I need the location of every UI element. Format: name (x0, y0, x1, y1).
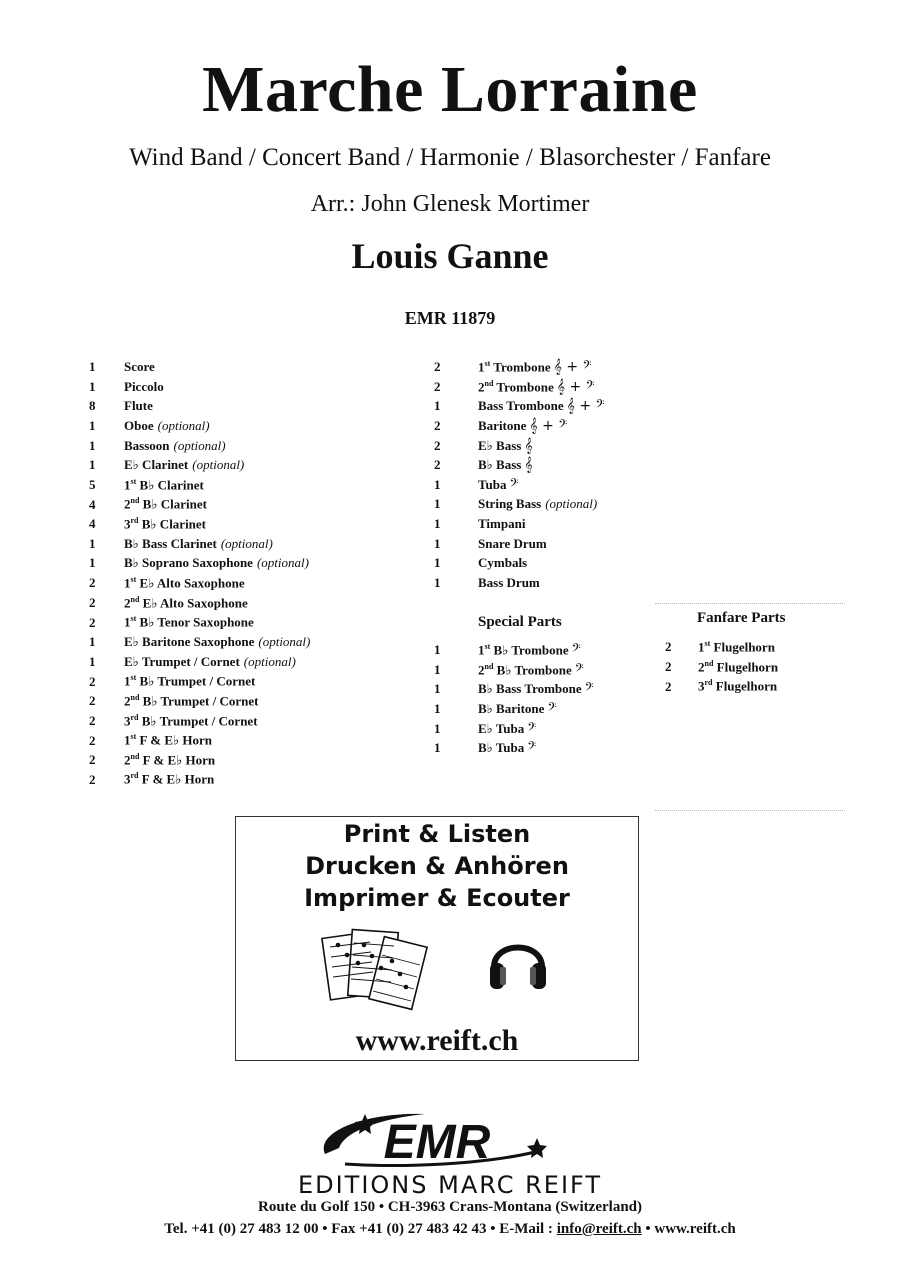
part-name: 2nd B♭ Trumpet / Cornet (124, 692, 259, 709)
part-row (89, 379, 310, 399)
part-quantity: 1 (89, 653, 96, 669)
part-name-text: Trombone (493, 359, 551, 375)
publisher-name: EDITIONS MARC REIFT (297, 1171, 603, 1199)
part-quantity: 1 (89, 633, 96, 649)
part-name: 2nd E♭ Alto Saxophone (124, 594, 248, 611)
part-name: 1st B♭ Clarinet (124, 476, 204, 493)
email-link[interactable]: info@reift.ch (556, 1221, 642, 1237)
part-name (478, 555, 527, 571)
clef-icon: 𝄢 (527, 740, 537, 757)
composer-name: Louis Ganne (351, 236, 549, 276)
part-name (478, 575, 540, 591)
part-name: 3rd B♭ Clarinet (124, 516, 207, 532)
part-row (434, 516, 605, 536)
fanfare-parts-heading: Fanfare Parts (697, 610, 786, 626)
part-name-text: Trombone (496, 378, 554, 394)
part-row (434, 555, 605, 575)
part-name (478, 536, 547, 552)
ordinal-suffix: st (484, 642, 491, 651)
ordinal-suffix: nd (484, 661, 494, 671)
part-name-text: Bass Drum (478, 575, 540, 591)
part-quantity: 1 (89, 437, 96, 453)
clef-icon: 𝄞 + 𝄢 (556, 378, 595, 395)
part-quantity: 2 (89, 712, 96, 728)
part-name-text: B♭ Baritone (478, 700, 545, 716)
part-name (124, 654, 240, 670)
part-name-text: Cymbals (478, 555, 528, 571)
part-name-text: Flugelhorn (715, 678, 778, 694)
piece-title: Marche Lorraine (202, 53, 698, 126)
ordinal-suffix: st (130, 476, 137, 486)
part-row (665, 659, 778, 679)
part-quantity: 1 (434, 398, 441, 414)
optional-note: (optional) (243, 653, 296, 669)
part-name-text: B♭ Clarinet (141, 516, 207, 532)
part-name (478, 516, 525, 532)
print-listen-line: Print & Listen (343, 820, 531, 848)
part-row (434, 536, 605, 556)
part-quantity: 2 (434, 457, 441, 473)
emr-logo-text: EMR (383, 1116, 491, 1169)
part-row (434, 477, 605, 497)
part-name-text: B♭ Clarinet (142, 496, 207, 512)
special-parts-list (434, 642, 594, 760)
part-name-text: B♭ Bass (478, 457, 522, 473)
part-name (478, 721, 524, 737)
part-quantity: 1 (89, 555, 96, 571)
part-quantity: 1 (434, 740, 441, 756)
part-quantity: 2 (89, 575, 96, 591)
part-row (434, 457, 605, 477)
part-name-text: B♭ Trombone (496, 661, 572, 677)
part-row (89, 693, 310, 713)
part-row (89, 713, 310, 733)
part-name (478, 701, 544, 717)
ordinal-suffix: nd (484, 378, 494, 388)
part-row (89, 732, 310, 752)
emr-logo (305, 1108, 565, 1170)
part-quantity: 1 (434, 642, 441, 658)
part-name (478, 496, 541, 512)
part-row (89, 516, 310, 536)
part-name-text: E♭ Trumpet / Cornet (124, 653, 240, 669)
part-name-text: B♭ Soprano Saxophone (124, 555, 253, 571)
part-row (89, 457, 310, 477)
part-row (434, 681, 594, 701)
part-name: 1st B♭ Tenor Saxophone (124, 614, 254, 630)
part-row (89, 673, 310, 693)
part-name-text: String Bass (478, 496, 542, 512)
part-quantity: 4 (89, 496, 96, 512)
part-name: 1st B♭ Trombone (478, 642, 569, 658)
part-name-text: B♭ Trombone (493, 642, 569, 658)
ordinal-suffix: rd (130, 712, 139, 722)
part-name-text: F & E♭ Horn (142, 752, 216, 768)
optional-note: (optional) (258, 633, 311, 649)
part-name (124, 398, 153, 414)
part-name-text: E♭ Alto Saxophone (142, 595, 248, 611)
part-quantity: 1 (434, 476, 441, 492)
optional-note: (optional) (157, 417, 210, 433)
part-row (434, 662, 594, 682)
part-quantity: 1 (434, 535, 441, 551)
part-name: 1st Trombone (478, 359, 551, 375)
part-row (434, 721, 594, 741)
part-quantity: 2 (665, 678, 672, 694)
divider (655, 603, 845, 604)
part-quantity: 2 (665, 658, 672, 674)
part-name-text: Baritone (478, 417, 527, 433)
part-row (89, 634, 310, 654)
optional-note: (optional) (173, 437, 226, 453)
clef-icon: 𝄞 (524, 457, 533, 474)
part-name (124, 634, 254, 650)
part-name-text: Score (124, 359, 155, 374)
part-quantity: 1 (89, 417, 96, 433)
part-row (89, 438, 310, 458)
part-name-text: F & E♭ Horn (141, 771, 215, 787)
part-row (665, 639, 778, 659)
part-name (478, 740, 524, 756)
phone-fax-text: Tel. +41 (0) 27 483 12 00 • Fax +41 (0) 27 483 42 43 • E-Mail : (164, 1221, 557, 1237)
part-name: 3rd B♭ Trumpet / Cornet (124, 712, 258, 728)
part-row (434, 642, 594, 662)
part-quantity: 1 (434, 516, 441, 532)
part-quantity: 2 (665, 639, 672, 655)
part-name (478, 477, 506, 493)
part-name-text: B♭ Clarinet (139, 477, 204, 493)
part-name: 2nd Flugelhorn (698, 658, 779, 674)
ordinal-suffix: st (130, 614, 137, 624)
print-listen-line: Drucken & Anhören (305, 852, 569, 880)
parts-list-column-2 (434, 359, 605, 595)
clef-icon: 𝄢 (571, 642, 581, 659)
part-name (478, 457, 521, 473)
sheet-music-icon (320, 925, 430, 1015)
optional-note: (optional) (220, 535, 273, 551)
part-name: 3rd F & E♭ Horn (124, 771, 215, 787)
part-name-text: Timpani (478, 516, 526, 532)
part-name-text: E♭ Baritone Saxophone (124, 633, 255, 649)
website-text: • www.reift.ch (641, 1221, 736, 1237)
part-row (434, 438, 605, 458)
ordinal-suffix: st (704, 639, 711, 648)
headphones-icon (486, 927, 550, 993)
arranger-credit: Arr.: John Glenesk Mortimer (310, 191, 590, 217)
part-row (89, 595, 310, 615)
part-quantity: 2 (434, 437, 441, 453)
part-row (89, 771, 310, 791)
part-name: 2nd F & E♭ Horn (124, 751, 216, 768)
part-name-text: B♭ Bass Trombone (478, 681, 582, 697)
part-row (434, 496, 605, 516)
part-name-text: B♭ Bass Clarinet (124, 535, 217, 551)
part-name (124, 555, 253, 571)
clef-icon: 𝄞 + 𝄢 (553, 359, 592, 376)
divider (655, 810, 845, 811)
part-quantity: 1 (434, 720, 441, 736)
ordinal-suffix: st (484, 359, 491, 368)
part-row (89, 496, 310, 516)
special-parts-heading: Special Parts (478, 614, 562, 630)
part-name-text: Bass Trombone (478, 398, 564, 414)
part-row (434, 740, 594, 760)
part-name-text: Oboe (124, 417, 154, 433)
part-name (124, 536, 217, 552)
part-quantity: 1 (434, 555, 441, 571)
part-name (124, 379, 164, 395)
part-name: 2nd B♭ Clarinet (124, 496, 207, 512)
part-row (89, 398, 310, 418)
clef-icon: 𝄢 (547, 700, 557, 717)
part-quantity: 5 (89, 477, 96, 493)
ordinal-suffix: st (130, 732, 137, 742)
part-row (89, 575, 310, 595)
part-name-text: E♭ Clarinet (124, 457, 189, 473)
part-name: 1st B♭ Trumpet / Cornet (124, 673, 256, 689)
part-name-text: B♭ Tuba (478, 740, 525, 756)
part-name (478, 681, 582, 697)
part-quantity: 2 (89, 614, 96, 630)
part-quantity: 2 (434, 359, 441, 375)
part-name-text: Piccolo (124, 378, 164, 394)
ordinal-suffix: nd (130, 692, 140, 702)
part-name: 1st Flugelhorn (698, 639, 775, 655)
part-quantity: 2 (434, 417, 441, 433)
clef-icon: 𝄞 + 𝄢 (529, 417, 568, 434)
part-row (434, 359, 605, 379)
website-url: www.reift.ch (355, 1024, 519, 1057)
part-quantity: 1 (434, 496, 441, 512)
part-quantity: 1 (89, 457, 96, 473)
clef-icon: 𝄢 (527, 720, 537, 737)
publisher-address: Route du Golf 150 • CH-3963 Crans-Montana (Switzerland) (258, 1199, 642, 1215)
clef-icon: 𝄢 (574, 661, 584, 678)
part-name: 2nd Trombone (478, 378, 554, 394)
part-quantity: 1 (434, 575, 441, 591)
part-name (478, 438, 521, 454)
part-quantity: 2 (89, 693, 96, 709)
part-quantity: 2 (89, 673, 96, 689)
part-name-text: B♭ Trumpet / Cornet (142, 693, 259, 709)
part-quantity: 4 (89, 516, 96, 532)
ordinal-suffix: nd (130, 751, 140, 761)
ordinal-suffix: rd (130, 516, 139, 526)
part-name-text: Bassoon (124, 437, 170, 453)
optional-note: (optional) (256, 555, 309, 571)
part-name: 3rd Flugelhorn (698, 678, 778, 694)
part-name (478, 398, 564, 414)
ordinal-suffix: rd (130, 771, 139, 781)
ordinal-suffix: nd (130, 594, 140, 604)
ordinal-suffix: st (130, 575, 137, 585)
part-quantity: 1 (89, 378, 96, 394)
publisher-contact (0, 1219, 900, 1239)
optional-note: (optional) (545, 496, 598, 512)
part-name (124, 418, 154, 434)
ensemble-subtitle: Wind Band / Concert Band / Harmonie / Blasorchester / Fanfare (129, 144, 771, 171)
part-name-text: B♭ Tenor Saxophone (139, 614, 254, 630)
part-name-text: Flute (124, 398, 153, 414)
optional-note: (optional) (192, 457, 245, 473)
ordinal-suffix: st (130, 673, 137, 683)
part-quantity: 1 (434, 661, 441, 677)
clef-icon: 𝄞 (524, 437, 533, 454)
part-quantity: 2 (89, 595, 96, 611)
part-name (478, 418, 526, 434)
part-row (89, 536, 310, 556)
part-quantity: 2 (89, 752, 96, 768)
clef-icon: 𝄞 + 𝄢 (566, 398, 605, 415)
part-row (434, 701, 594, 721)
part-name-text: B♭ Trumpet / Cornet (141, 712, 258, 728)
clef-icon: 𝄢 (584, 681, 594, 698)
part-quantity: 1 (434, 700, 441, 716)
part-name (124, 457, 188, 473)
part-name-text: E♭ Alto Saxophone (139, 575, 245, 591)
part-row (89, 359, 310, 379)
part-name: 2nd B♭ Trombone (478, 661, 572, 677)
catalog-number: EMR 11879 (404, 308, 496, 328)
fanfare-parts-list (665, 639, 778, 698)
part-row (89, 614, 310, 634)
part-name: 1st F & E♭ Horn (124, 732, 212, 748)
part-row (434, 379, 605, 399)
part-row (89, 418, 310, 438)
part-row (89, 555, 310, 575)
part-quantity: 2 (89, 771, 96, 787)
part-name-text: Flugelhorn (716, 658, 779, 674)
part-name-text: Tuba (478, 476, 507, 492)
part-name-text: B♭ Trumpet / Cornet (139, 673, 256, 689)
part-name (124, 359, 155, 375)
part-quantity: 1 (89, 359, 96, 374)
ordinal-suffix: nd (130, 496, 140, 506)
part-name: 1st E♭ Alto Saxophone (124, 575, 245, 591)
part-name-text: Snare Drum (478, 535, 547, 551)
clef-icon: 𝄢 (509, 476, 519, 493)
part-row (434, 398, 605, 418)
part-name-text: F & E♭ Horn (139, 732, 212, 748)
part-quantity: 8 (89, 398, 96, 414)
part-quantity: 2 (434, 378, 441, 394)
part-name (124, 438, 170, 454)
part-name-text: E♭ Bass (478, 437, 522, 453)
part-name-text: E♭ Tuba (478, 720, 525, 736)
part-row (89, 477, 310, 497)
part-row (434, 575, 605, 595)
part-quantity: 1 (89, 535, 96, 551)
part-row (89, 654, 310, 674)
part-quantity: 2 (89, 732, 96, 748)
print-listen-line: Imprimer & Ecouter (304, 884, 570, 912)
part-row (89, 752, 310, 772)
part-quantity: 1 (434, 681, 441, 697)
print-and-listen-box (235, 816, 639, 1061)
ordinal-suffix: nd (704, 658, 714, 668)
part-row (434, 418, 605, 438)
part-row (665, 678, 778, 698)
parts-list-column-1 (89, 359, 310, 791)
ordinal-suffix: rd (704, 678, 713, 688)
part-name-text: Flugelhorn (713, 639, 775, 655)
